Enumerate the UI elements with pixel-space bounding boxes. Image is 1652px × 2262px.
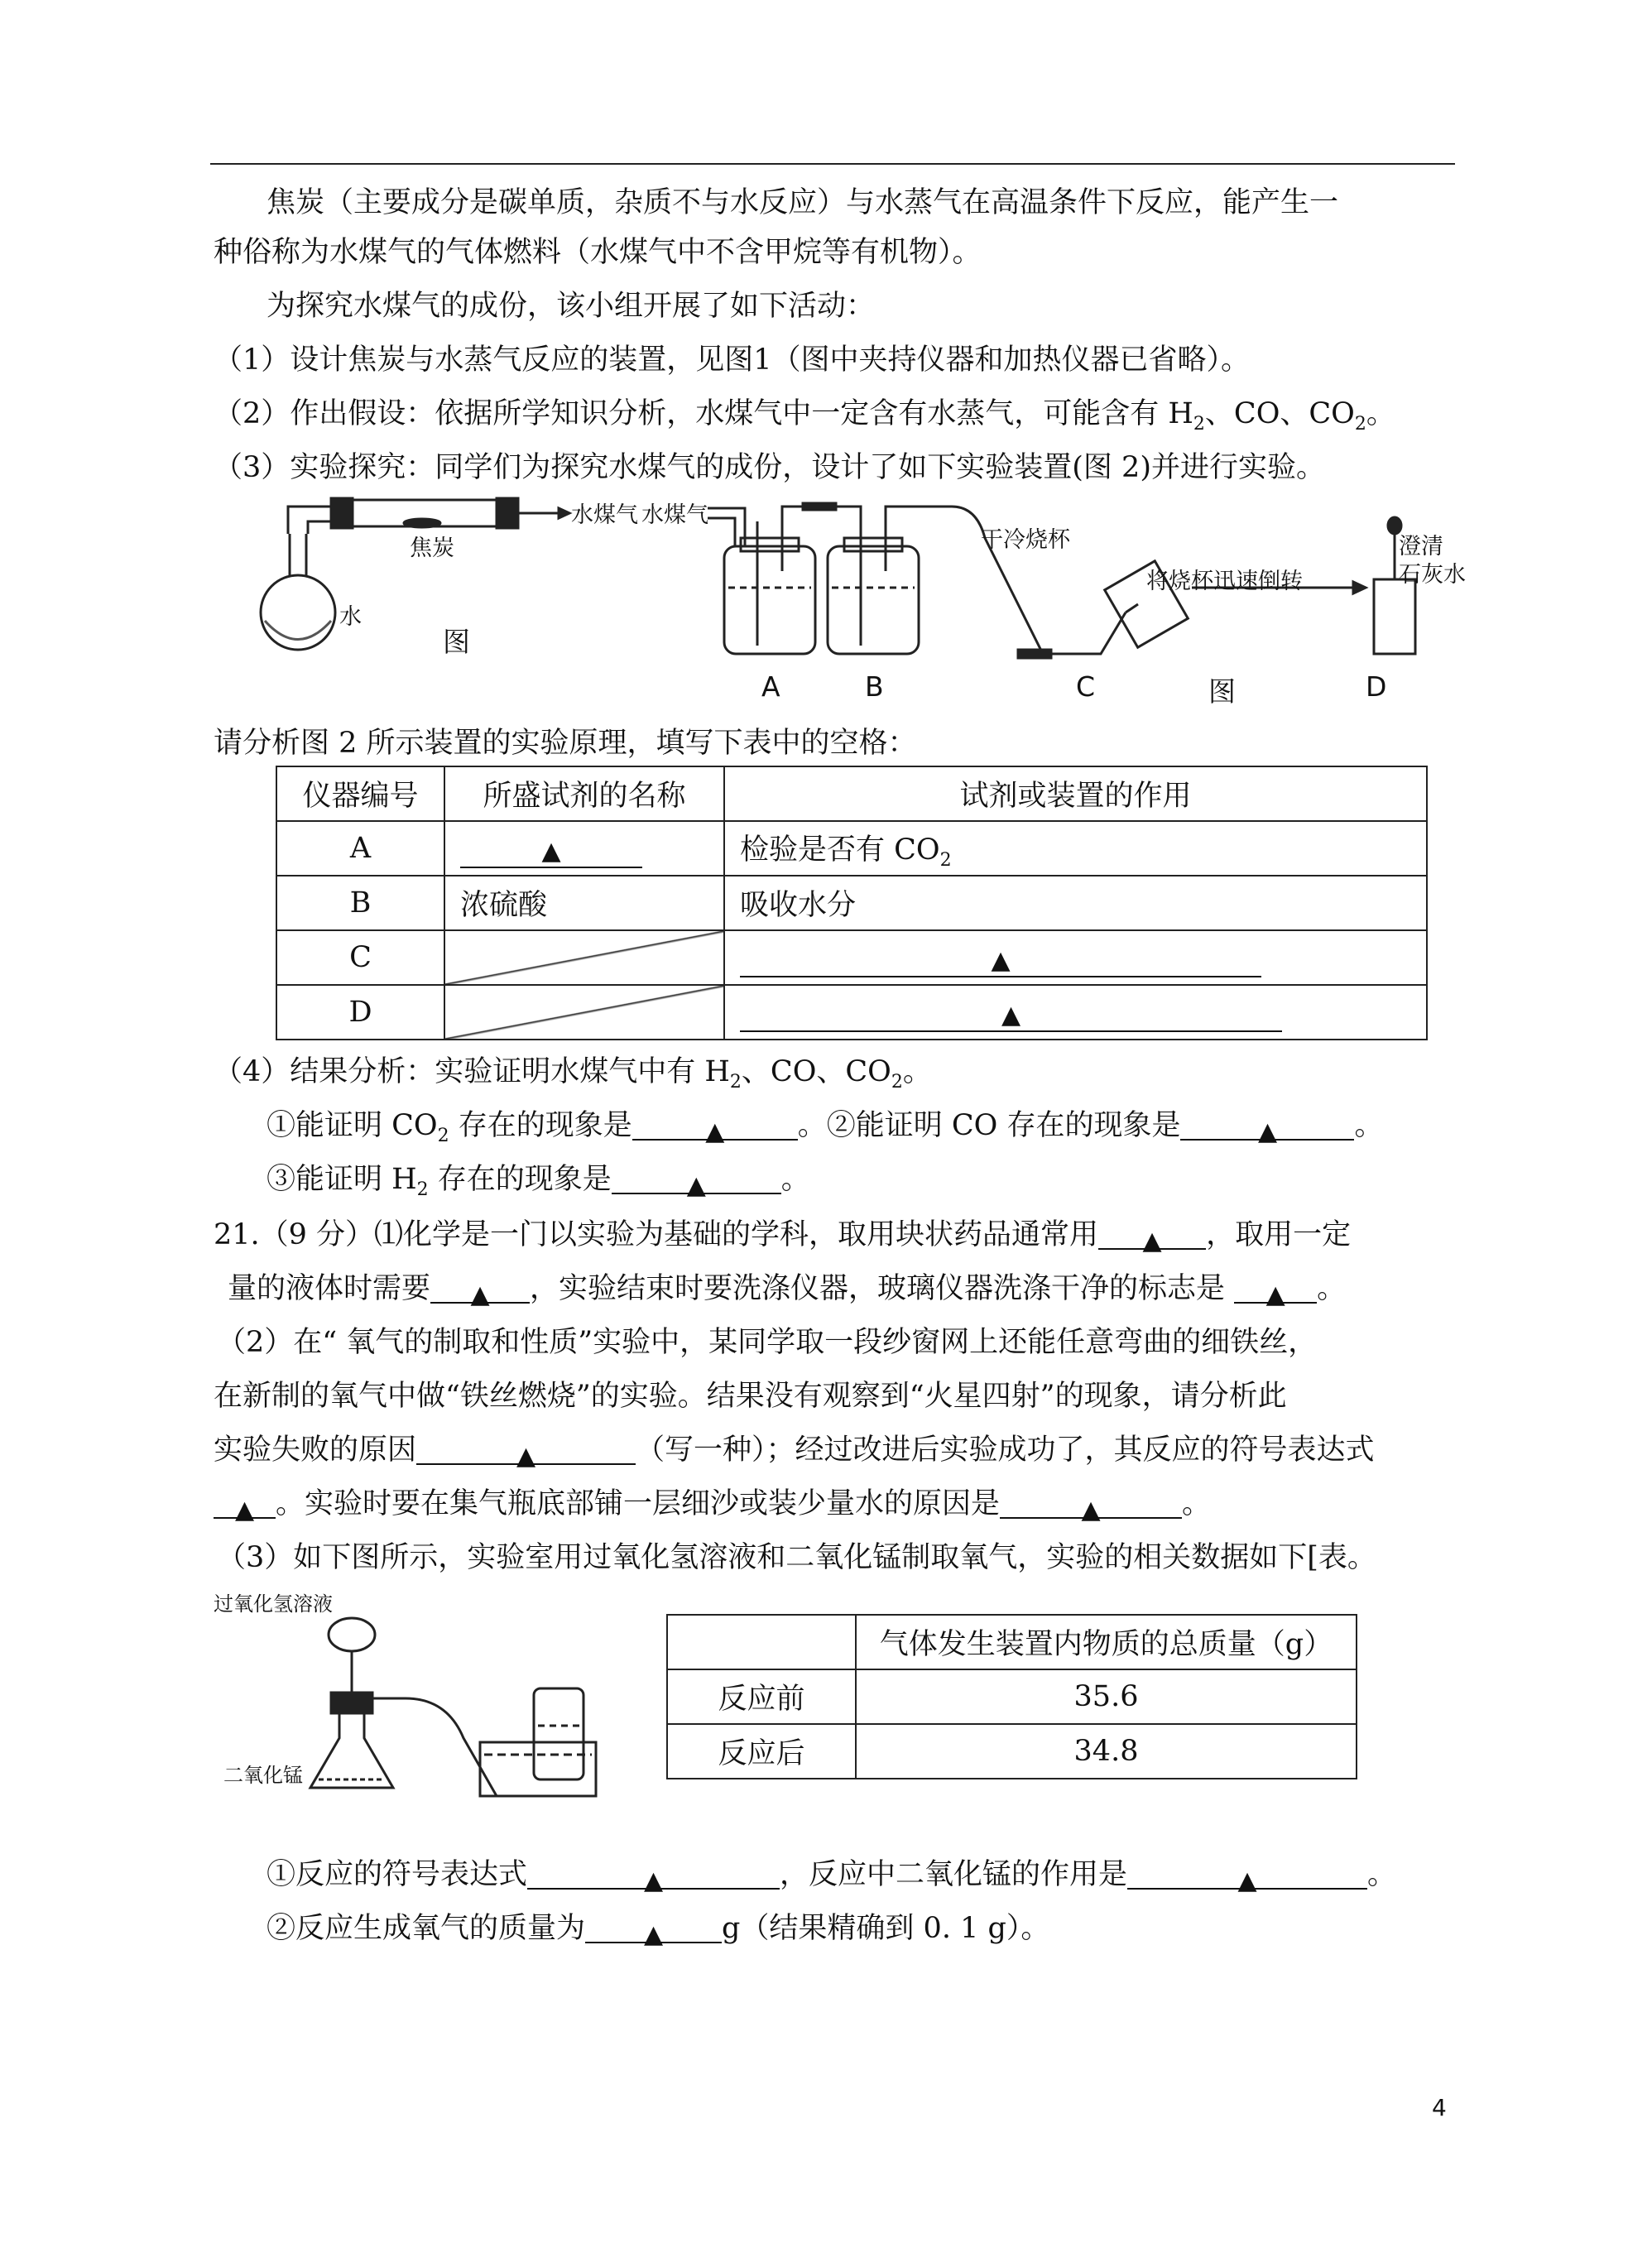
answer-blank[interactable]: ▲ — [740, 997, 1282, 1032]
table-row — [276, 985, 1427, 1040]
header-id: 仪器编号 — [276, 766, 444, 821]
question-21-part2-cont: 在新制的氧气中做“铁丝燃烧”的实验。结果没有观察到“火星四射”的现象，请分析此 — [214, 1380, 1287, 1413]
label-water-gas-1: 水煤气 — [571, 502, 638, 528]
bottle-b — [828, 546, 919, 654]
cell-purpose — [724, 930, 1427, 985]
answer-blank[interactable]: ▲ — [1127, 1855, 1367, 1890]
funnel — [329, 1618, 375, 1651]
header-reagent: 所盛试剂的名称 — [444, 766, 724, 821]
corner-cell — [667, 1615, 856, 1669]
label-hydrogen-peroxide: 过氧化氢溶液 — [214, 1592, 333, 1616]
apparatus-figure — [248, 488, 1473, 704]
answer-blank[interactable]: ▲ — [460, 833, 642, 868]
answer-blank[interactable]: ▲ — [214, 1484, 276, 1519]
answer-1: ①反应的符号表达式 ▲ ，反应中二氧化锰的作用是 ▲ 。 — [267, 1850, 1396, 1899]
cell-id: A — [276, 821, 444, 876]
analysis-table — [276, 766, 1428, 1040]
cell-slash — [444, 985, 724, 1040]
step-1: （1）设计焦炭与水蒸气反应的装置，见图1（图中夹持仪器和加热仪器已省略）。 — [214, 343, 1251, 377]
answer-blank[interactable]: ▲ — [430, 1269, 530, 1304]
label-invert: 将烧杯迅速倒转 — [1146, 569, 1303, 594]
label-d: D — [1366, 670, 1387, 703]
answer-blank[interactable]: ▲ — [612, 1160, 781, 1194]
answer-blank[interactable]: ▲ — [1234, 1269, 1317, 1304]
question-h2: ③能证明 $H_2$ 存在的现象是 ▲ 。 — [267, 1155, 810, 1215]
conical-flask — [310, 1713, 393, 1788]
table-row — [276, 930, 1427, 985]
figure-1-caption: 图 — [443, 626, 470, 658]
cell-id: D — [276, 985, 444, 1040]
water-trough — [480, 1742, 596, 1796]
answer-blank[interactable]: ▲ — [632, 1106, 798, 1141]
answer-blank[interactable]: ▲ — [1180, 1106, 1354, 1141]
label-manganese-dioxide: 二氧化锰 — [223, 1764, 303, 1787]
oxygen-apparatus-figure — [248, 1589, 662, 1813]
table-row — [276, 821, 1427, 876]
mass-header: 气体发生装置内物质的总质量（g） — [856, 1615, 1357, 1669]
cell-id: C — [276, 930, 444, 985]
table-intro: 请分析图 2 所示装置的实验原理，填写下表中的空格： — [214, 727, 917, 760]
label-water: 水 — [339, 604, 362, 630]
figure-2-caption: 图 — [1208, 675, 1236, 708]
beaker-d — [1374, 579, 1415, 654]
table-row — [276, 876, 1427, 930]
row-value: 35.6 — [856, 1669, 1357, 1724]
row-label: 反应前 — [667, 1669, 856, 1724]
question-co2-co: ①能证明 $CO_2$ 存在的现象是 ▲ 。②能证明 CO 存在的现象是 ▲ 。 — [267, 1101, 1384, 1161]
label-coke: 焦炭 — [410, 535, 454, 561]
answer-blank[interactable]: ▲ — [527, 1855, 780, 1890]
table-row — [667, 1724, 1357, 1779]
page-number: 4 — [1432, 2094, 1447, 2121]
row-label: 反应后 — [667, 1724, 856, 1779]
question-21-part1: 21.（9 分）⑴化学是一门以实验为基础的学科，取用块状药品通常用 ▲ ，取用一定 — [214, 1210, 1351, 1260]
question-21-part2-reason: 实验失败的原因 ▲ （写一种）；经过改进后实验成功了，其反应的符号表达式 — [214, 1425, 1375, 1475]
answer-2: ②反应生成氧气的质量为 ▲ g（结果精确到 0. 1 g）。 — [267, 1904, 1049, 1953]
answer-blank[interactable]: ▲ — [585, 1909, 722, 1943]
header-rule — [210, 163, 1455, 165]
question-21-part2-equation: ▲ 。实验时要在集气瓶底部铺一层细沙或装少量水的原因是 ▲ 。 — [214, 1479, 1211, 1529]
cell-purpose: 检验是否有 $CO_2$ — [724, 821, 1427, 876]
table-row — [667, 1669, 1357, 1724]
cell-reagent: 浓硫酸 — [444, 876, 724, 930]
cell-id: B — [276, 876, 444, 930]
question-21-part3: （3）如下图所示，实验室用过氧化氢溶液和二氧化锰制取氧气，实验的相关数据如下[表。 — [217, 1541, 1376, 1574]
cell-purpose — [724, 985, 1427, 1040]
label-b: B — [865, 670, 884, 703]
label-a: A — [761, 670, 780, 703]
result-analysis: （4）结果分析：实验证明水煤气中有 $H_2$、CO、$CO_2$。 — [214, 1055, 932, 1093]
step-2: （2）作出假设：依据所学知识分析，水煤气中一定含有水蒸气，可能含有 $H_2$、CO、$CO_2$。 — [214, 397, 1395, 435]
mass-table — [666, 1614, 1357, 1779]
answer-blank[interactable]: ▲ — [1000, 1484, 1182, 1519]
bottle-a — [724, 546, 815, 654]
step-3: （3）实验探究：同学们为探究水煤气的成份，设计了如下实验装置(图 2)并进行实验。 — [214, 451, 1325, 484]
cell-purpose: 吸收水分 — [724, 876, 1427, 930]
label-limewater-1: 澄清 — [1399, 534, 1443, 559]
paragraph-intro-cont: 种俗称为水煤气的气体燃料（水煤气中不含甲烷等有机物）。 — [214, 236, 982, 269]
answer-blank[interactable]: ▲ — [1098, 1215, 1206, 1250]
label-c: C — [1076, 670, 1096, 703]
cell-reagent — [444, 821, 724, 876]
paragraph-intro: 焦炭（主要成分是碳单质，杂质不与水反应）与水蒸气在高温条件下反应，能产生一 — [267, 186, 1339, 219]
answer-blank[interactable]: ▲ — [740, 943, 1261, 977]
paragraph-activity: 为探究水煤气的成份，该小组开展了如下活动： — [267, 290, 876, 323]
cell-slash — [444, 930, 724, 985]
question-21-part1-cont: 量的液体时需要 ▲ ，实验结束时要洗涤仪器，玻璃仪器洗涤干净的标志是 ▲ 。 — [228, 1264, 1346, 1313]
answer-blank[interactable]: ▲ — [416, 1430, 636, 1465]
row-value: 34.8 — [856, 1724, 1357, 1779]
header-purpose: 试剂或装置的作用 — [724, 766, 1427, 821]
label-limewater-2: 石灰水 — [1399, 562, 1466, 588]
label-water-gas-2: 水煤气 — [641, 502, 708, 528]
label-dry-beaker: 干冷烧杯 — [981, 527, 1070, 553]
question-21-part2: （2）在“ 氧气的制取和性质”实验中，某同学取一段纱窗网上还能任意弯曲的细铁丝， — [217, 1326, 1318, 1359]
collecting-bottle — [534, 1688, 583, 1779]
